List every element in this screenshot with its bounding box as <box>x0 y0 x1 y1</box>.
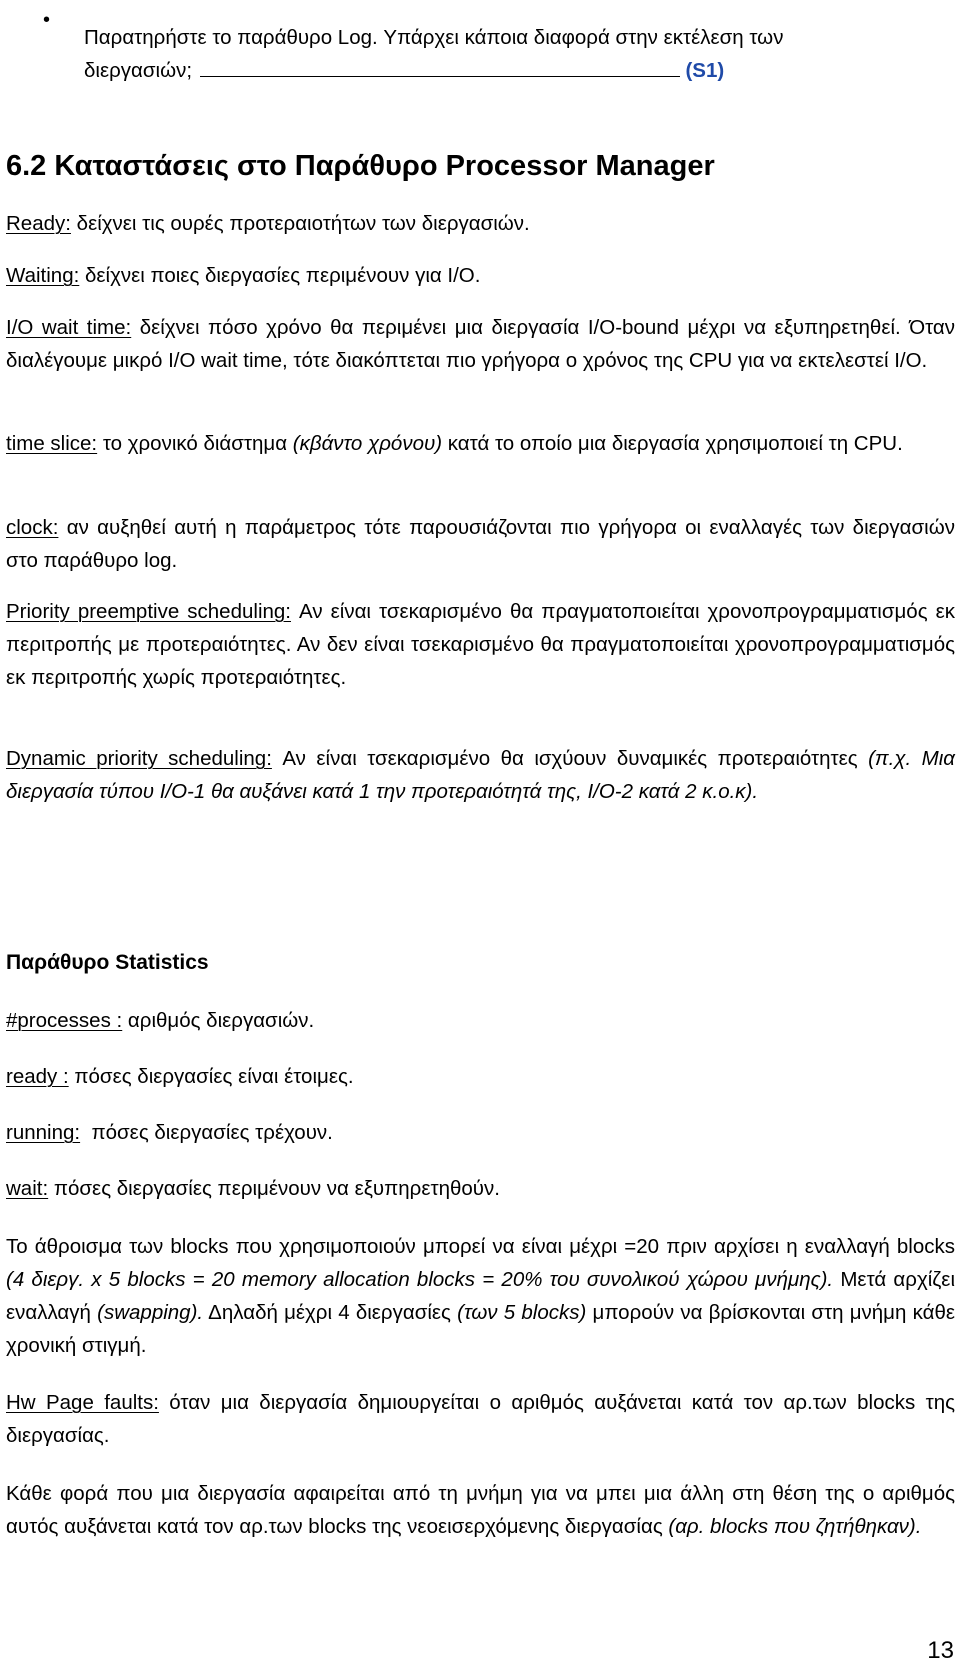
io-wait-text: δείχνει πόσο χρόνο θα περιμένει μια διεργασία I/O-bound μέχρι να εξυπηρετηθεί. Όταν διαλέγουμε μικρό I/O wait time, τότε διακόπτεται πιο γρήγορα ο χρόνος της CPU για να εκτελεστεί I/O. <box>6 316 955 372</box>
wait-definition <box>6 1172 955 1205</box>
blocks-text-4: μπορούν να βρίσκονται στη μνήμη κάθε χρονική στιγμή. <box>6 1301 955 1357</box>
question-line-1: Παρατηρήστε το παράθυρο Log. Υπάρχει κάποια διαφορά στην εκτέλεση των <box>84 25 784 49</box>
processes-text: αριθμός διεργασιών. <box>122 1009 315 1032</box>
clock-term: clock: <box>6 516 59 539</box>
section-title: 6.2 Καταστάσεις στο Παράθυρο Processor Manager <box>6 150 715 182</box>
blocks-text-3: Δηλαδή μέχρι 4 διεργασίες <box>203 1301 458 1324</box>
hw-page-faults-definition <box>6 1386 955 1452</box>
bullet-icon: • <box>43 9 51 31</box>
processes-definition <box>6 1004 955 1037</box>
clock-text: αν αυξηθεί αυτή η παράμετρος τότε παρουσιάζονται πιο γρήγορα οι εναλλαγές των διεργασιών στο παράθυρο log. <box>6 516 955 572</box>
question-tag: (S1) <box>685 58 725 82</box>
wait-text: πόσες διεργασίες περιμένουν να εξυπηρετηθούν. <box>48 1177 500 1200</box>
stats-ready-definition <box>6 1060 955 1093</box>
blocks-italic-3: (των 5 blocks) <box>457 1301 587 1324</box>
question-line-2: διεργασιών; <box>84 58 193 82</box>
dynamic-priority-term: Dynamic priority scheduling: <box>6 747 272 770</box>
removal-text: Κάθε φορά που μια διεργασία αφαιρείται από τη μνήμη για να μπει μια άλλη στη θέση της ο αριθμός αυτός αυξάνεται κατά τον αρ.των blocks της νεοεισερχόμενης διεργασίας <box>6 1482 955 1538</box>
question-bullet <box>84 21 954 87</box>
removal-italic: (αρ. blocks που ζητήθηκαν). <box>668 1515 922 1538</box>
dynamic-priority-text: Αν είναι τσεκαρισμένο θα ισχύουν δυναμικές προτεραιότητες <box>271 747 869 770</box>
ready-text: δείχνει τις ουρές προτεραιοτήτων των διεργασιών. <box>70 212 530 235</box>
running-definition <box>6 1116 955 1149</box>
waiting-definition <box>6 259 955 292</box>
answer-blank-line[interactable] <box>200 54 680 77</box>
io-wait-term: I/O wait time: <box>6 316 132 339</box>
removal-paragraph <box>6 1477 955 1543</box>
time-slice-text-pre: το χρονικό διάστημα <box>97 432 293 455</box>
waiting-text: δείχνει ποιες διεργασίες περιμένουν για I/O. <box>79 264 481 287</box>
stats-ready-text: πόσες διεργασίες είναι έτοιμες. <box>68 1065 354 1088</box>
processes-term: #processes : <box>6 1009 123 1032</box>
ready-definition <box>6 207 955 240</box>
dynamic-priority-definition <box>6 742 955 808</box>
dynamic-priority-italic: (π.χ. Μια διεργασία τύπου I/O-1 θα αυξάνει κατά 1 την προτεραιότητά της, I/O-2 κατά 2 κ.ο.κ). <box>6 747 955 803</box>
blocks-text-2: Μετά αρχίζει εναλλαγή <box>6 1268 955 1324</box>
time-slice-italic: (κβάντο χρόνου) <box>292 432 443 455</box>
wait-term: wait: <box>6 1177 49 1200</box>
waiting-term: Waiting: <box>6 264 80 287</box>
stats-ready-term: ready : <box>6 1065 69 1088</box>
priority-preemptive-definition <box>6 595 955 694</box>
page-number: 13 <box>927 1637 954 1664</box>
hw-page-faults-term: Hw Page faults: <box>6 1391 159 1414</box>
statistics-title: Παράθυρο Statistics <box>6 951 209 974</box>
time-slice-text-post: κατά το οποίο μια διεργασία χρησιμοποιεί τη CPU. <box>442 432 903 455</box>
priority-preemptive-text: Αν είναι τσεκαρισμένο θα πραγματοποιείται χρονοπρογραμματισμός εκ περιτροπής με προτεραιότητες. Αν δεν είναι τσεκαρισμένο θα πραγματοποιείται χρονοπρογραμματισμός εκ περιτροπής χωρίς προτεραιότητες. <box>6 600 956 689</box>
priority-preemptive-term: Priority preemptive scheduling: <box>6 600 291 623</box>
time-slice-term: time slice: <box>6 432 98 455</box>
blocks-text-1: Το άθροισμα των blocks που χρησιμοποιούν μπορεί να είναι μέχρι =20 πριν αρχίσει η εναλλαγή blocks <box>6 1235 955 1258</box>
ready-term: Ready: <box>6 212 71 235</box>
blocks-italic-1: (4 διεργ. x 5 blocks = 20 memory allocation blocks = 20% του συνολικού χώρου μνήμης). <box>6 1268 834 1291</box>
clock-definition <box>6 511 955 577</box>
running-text: πόσες διεργασίες τρέχουν. <box>80 1121 333 1144</box>
blocks-italic-2: (swapping). <box>97 1301 204 1324</box>
blocks-paragraph <box>6 1230 955 1362</box>
running-term: running: <box>6 1121 81 1144</box>
io-wait-definition <box>6 311 955 377</box>
time-slice-definition <box>6 427 955 460</box>
hw-page-faults-text: όταν μια διεργασία δημιουργείται ο αριθμός αυξάνεται κατά τον αρ.των blocks της διεργασίας. <box>6 1391 956 1447</box>
